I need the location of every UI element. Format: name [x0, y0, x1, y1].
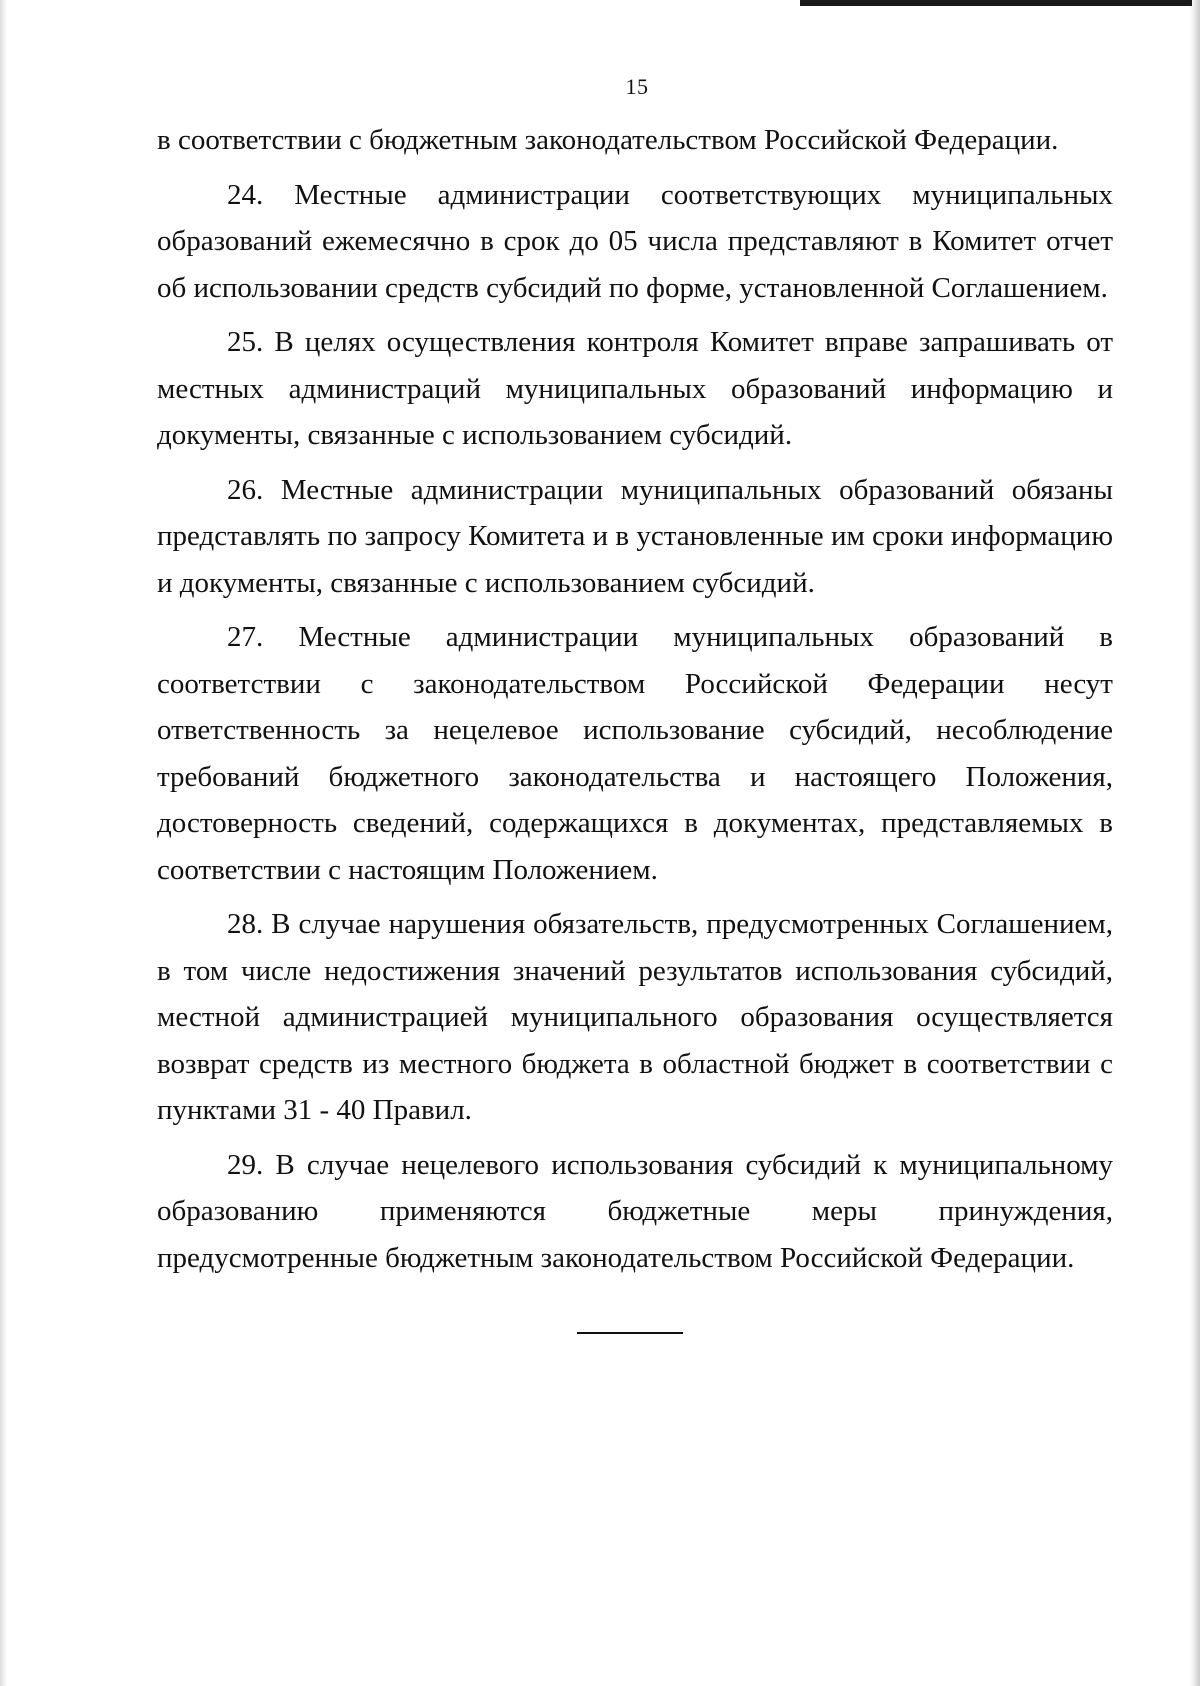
scan-bar-top [800, 0, 1192, 6]
paragraph-29: 29. В случае нецелевого использования субсидий к муниципальному образованию применяются бюджетные меры принуждения, предусмотренные бюджетным законодательством Российской Федерации. [157, 1148, 1113, 1274]
paragraph-continuation: в соответствии с бюджетным законодательством Российской Федерации. [157, 124, 1059, 156]
page-number: 15 [625, 74, 649, 99]
scan-edge-left [0, 0, 7, 1686]
document-body [157, 117, 1113, 1281]
paragraph-26: 26. Местные администрации муниципальных образований обязаны представлять по запросу Комитета и в установленные им сроки информацию и документы, связанные с использованием субсидий. [157, 473, 1113, 599]
end-of-document-rule [577, 1332, 683, 1334]
paragraph-27: 27. Местные администрации муниципальных образований в соответствии с законодательством Российской Федерации несут ответственность за нецелевое использование субсидий, несоблюдение требований бюджетного законодательства и настоящего Положения, достоверность сведений, содержащихся в документах, представляемых в соответствии с настоящим Положением. [157, 621, 1113, 886]
scan-edge-right [1190, 0, 1200, 1686]
paragraph-24: 24. Местные администрации соответствующих муниципальных образований ежемесячно в срок до 05 числа представляют в Комитет отчет об использовании средств субсидий по форме, установленной Соглашением. [157, 178, 1113, 304]
paragraph-25: 25. В целях осуществления контроля Комитет вправе запрашивать от местных администраций муниципальных образований информацию и документы, связанные с использованием субсидий. [157, 326, 1113, 451]
paragraph-28: 28. В случае нарушения обязательств, предусмотренных Соглашением, в том числе недостижения значений результатов использования субсидий, местной администрацией муниципального образования осуществляется возврат средств из местного бюджета в областной бюджет в соответствии с пунктами 31 - 40 Правил. [157, 908, 1113, 1126]
